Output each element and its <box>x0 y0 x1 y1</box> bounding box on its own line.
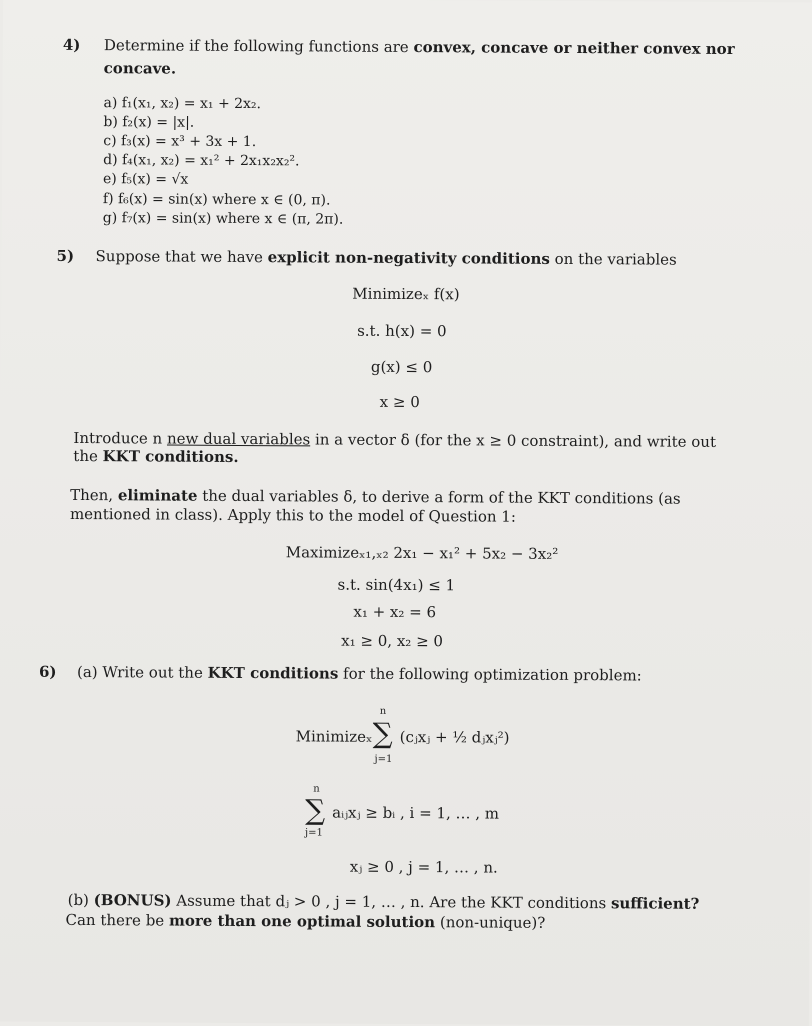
q4-item-g: g) f₇(x) = sin(x) where x ∈ (π, 2π). <box>102 210 344 228</box>
q6-part-b-line1 <box>68 891 700 913</box>
q5-model1-eq-constraint: s.t. h(x) = 0 <box>357 321 447 341</box>
q6-constraint-sigma: ∑ <box>305 793 326 827</box>
q6-part-b2-text: Can there be <box>65 910 170 930</box>
q6-constraint-sum-lower: j=1 <box>305 827 323 839</box>
q6-nonneg: xⱼ ≥ 0 , j = 1, … , n. <box>349 857 498 877</box>
q4-item-d: d) f₄(x₁, x₂) = x₁² + 2x₁x₂x₂². <box>103 152 300 170</box>
q5-para1-end: in a vector δ (for the x ≥ 0 constraint), and write out <box>310 430 717 451</box>
q4-prompt-text: Determine if the following functions are <box>103 36 414 57</box>
q5-para2-end: the dual variables δ, to derive a form of the KKT conditions (as <box>197 486 681 508</box>
q6-part-b-bonus: (BONUS) <box>93 891 172 910</box>
q5-model2-constraint1: s.t. sin(4x₁) ≤ 1 <box>337 575 456 595</box>
q6-part-b-line2 <box>65 911 545 932</box>
q5-intro-end: on the variables <box>549 249 677 269</box>
q5-para2-bold: eliminate <box>117 486 198 505</box>
q6-part-b-text: (b) <box>67 890 94 910</box>
q5-para1-text: Introduce n <box>73 428 168 448</box>
q6-part-a-text: (a) Write out the <box>76 662 208 682</box>
q5-para2-line2: mentioned in class). Apply this to the model of Question 1: <box>69 504 516 526</box>
q4-number: 4) <box>62 35 81 55</box>
q4-prompt-line2: concave. <box>103 59 177 78</box>
q5-model2-objective: Maximizeₓ₁,ₓ₂ 2x₁ − x₁² + 5x₂ − 3x₂² <box>285 543 559 563</box>
q4-item-b: b) f₂(x) = |x|. <box>103 114 195 131</box>
q5-para1-line2-text: the <box>73 446 103 466</box>
q5-intro-text: Suppose that we have <box>95 247 268 267</box>
q6-objective-sum-upper: n <box>379 705 387 717</box>
q4-item-a: a) f₁(x₁, x₂) = x₁ + 2x₂. <box>103 95 262 113</box>
q5-para2-text: Then, <box>70 485 118 505</box>
q6-part-b-sufficient: sufficient? <box>610 894 700 913</box>
q5-para1-line2-bold: KKT conditions. <box>102 447 239 466</box>
q4-prompt-bold: convex, concave or neither convex nor <box>413 38 735 58</box>
q5-model1-ineq-constraint: g(x) ≤ 0 <box>370 357 433 377</box>
q5-model1-nonneg: x ≥ 0 <box>379 392 420 412</box>
q4-item-c: c) f₃(x) = x³ + 3x + 1. <box>103 133 257 151</box>
q4-prompt-line1 <box>104 36 735 58</box>
q6-objective-sum-lower: j=1 <box>374 753 393 765</box>
q6-number: 6) <box>38 662 57 681</box>
q6-part-b2-bold: more than one optimal solution <box>168 911 436 932</box>
q5-intro-bold: explicit non-negativity conditions <box>267 248 550 268</box>
q5-model1-objective: Minimizeₓ f(x) <box>352 284 460 304</box>
q5-para1-line2 <box>73 447 238 466</box>
q6-objective-label: Minimizeₓ <box>295 727 373 746</box>
q4-item-e: e) f₅(x) = √x <box>102 171 189 188</box>
q6-objective-sigma: ∑ <box>372 716 393 750</box>
q5-para2-line1 <box>70 486 681 508</box>
q6-part-b2-end: (non-unique)? <box>435 913 546 932</box>
q4-item-f: f) f₆(x) = sin(x) where x ∈ (0, π). <box>102 191 331 209</box>
q6-part-a <box>77 663 642 684</box>
q6-part-a-bold: KKT conditions <box>207 663 339 683</box>
q5-model2-constraint2: x₁ + x₂ = 6 <box>353 602 437 622</box>
q5-model2-nonneg: x₁ ≥ 0, x₂ ≥ 0 <box>341 631 444 651</box>
q6-constraint-body: aᵢⱼxⱼ ≥ bᵢ , i = 1, … , m <box>332 803 500 823</box>
q6-part-a-end: for the following optimization problem: <box>338 664 642 685</box>
q5-para1-underlined: new dual variables <box>166 429 311 449</box>
q5-number: 5) <box>56 246 75 265</box>
q6-part-b-middle: Assume that dⱼ > 0 , j = 1, … , n. Are the KKT conditions <box>171 891 612 913</box>
q6-constraint-sum-upper: n <box>313 783 320 795</box>
q5-intro <box>96 247 677 269</box>
q6-objective-body: (cⱼxⱼ + ½ dⱼxⱼ²) <box>399 727 510 747</box>
